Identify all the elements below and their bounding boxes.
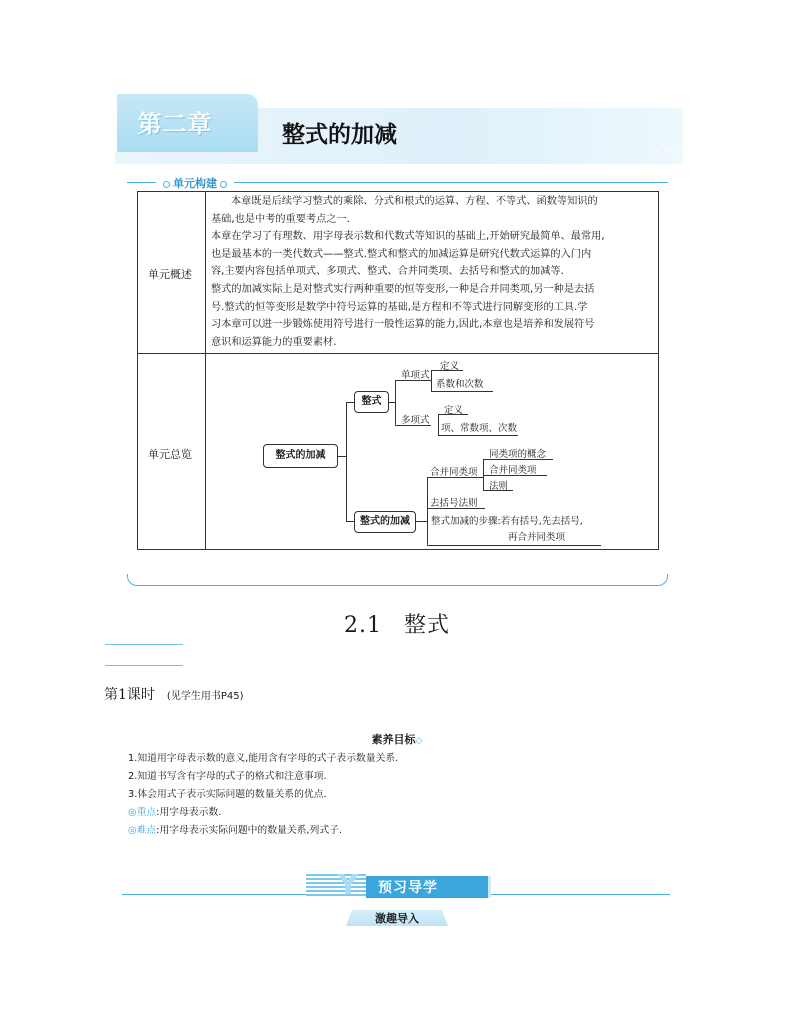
preview-title: 预习导学 — [378, 880, 438, 896]
key-point — [128, 804, 221, 818]
leaf-rule: 法则 — [489, 481, 509, 492]
row-label-overview-map: 单元总览 — [148, 448, 192, 461]
section-number: 2.1 — [343, 613, 382, 638]
connector-line — [438, 414, 439, 436]
difficult-point-text: :用字母表示实际问题中的数量关系,列式子. — [156, 825, 343, 836]
connector-line — [346, 402, 347, 522]
overview-line: 基础,也是中考的重要考点之一. — [211, 213, 350, 225]
table-row-divider — [137, 353, 659, 354]
circle-bullet-icon — [220, 181, 227, 188]
target-icon: ◎ — [128, 825, 137, 836]
leaf-definition: 定义 — [440, 361, 460, 372]
mindmap-root: 整式的加减 — [263, 444, 338, 468]
branch-steps-line2: 再合并同类项 — [508, 532, 566, 543]
connector-line — [427, 545, 601, 546]
banner-arrows: > > > — [652, 147, 686, 157]
connector-line — [431, 391, 493, 392]
chapter-title: 整式的加减 — [282, 122, 397, 148]
section-title — [0, 608, 794, 639]
difficult-point — [128, 822, 342, 836]
unit-section-bracket — [127, 574, 668, 586]
difficult-point-label: 难点 — [136, 825, 157, 836]
overview-line: 本章在学习了有理数、用字母表示数和代数式等知识的基础上,开始研究最简单、最常用, — [211, 231, 605, 243]
lesson-reference: (见学生用书P45) — [166, 691, 244, 702]
branch-combine-like-terms: 合并同类项 — [430, 467, 478, 478]
overview-line: 号.整式的恒等变形是数学中符号运算的基础,是方程和不等式进行同解变形的工具.学 — [211, 301, 588, 313]
connector-line — [346, 402, 354, 403]
goal-item: 3.体会用式子表示实际问题的数量关系的优点. — [128, 789, 327, 800]
connector-line — [346, 521, 354, 522]
branch-polynomial: 多项式 — [401, 415, 430, 426]
overview-line: 整式的加减实际上是对整式实行两种重要的恒等变形,一种是合并同类项,另一种是去括 — [211, 283, 595, 295]
leaf-combine-like-terms: 合并同类项 — [489, 465, 537, 476]
intro-title: 激趣导入 — [375, 912, 419, 925]
branch-parenthesis-rule: 去括号法则 — [430, 498, 478, 509]
branch-monomial: 单项式 — [401, 370, 430, 381]
mindmap-node-addition: 整式的加减 — [354, 511, 416, 533]
connector-line — [416, 521, 427, 522]
target-icon: ◎ — [128, 807, 137, 818]
connector-line — [395, 380, 396, 425]
decorative-line — [105, 665, 183, 666]
mindmap-node-polynomial-form: 整式 — [354, 391, 389, 413]
goal-item: 2.知道书写含有字母的式子的格式和注意事项. — [128, 771, 327, 782]
unit-section-header — [156, 175, 234, 191]
overview-line: 也是最基本的一类代数式——整式.整式和整式的加减运算是研究代数式运算的入门内 — [211, 248, 592, 260]
decorative-line — [105, 644, 183, 645]
overview-paragraph — [211, 193, 655, 351]
goals-title: 素养目标 — [371, 733, 416, 746]
overview-line: 习本章可以进一步锻炼使用符号进行一般性运算的能力,因此,本章也是培养和发展符号 — [211, 319, 595, 331]
connector-line — [438, 435, 518, 436]
preview-letter: Y — [338, 868, 359, 901]
connector-line — [338, 456, 346, 457]
leaf-like-terms-concept: 同类项的概念 — [489, 449, 547, 460]
lesson-title: 第1课时 — [104, 687, 155, 703]
key-point-text: :用字母表示数. — [156, 807, 222, 818]
leaf-terms: 项、常数项、次数 — [441, 423, 518, 434]
goal-item: 1.知道用字母表示数的意义,能用含有字母的式子表示数量关系. — [128, 753, 399, 764]
section-name: 整式 — [403, 613, 450, 638]
lesson-heading — [104, 684, 243, 704]
chapter-number: 第二章 — [137, 110, 213, 138]
circle-bullet-icon — [163, 181, 170, 188]
goals-heading — [0, 731, 794, 747]
preview-banner-edge — [488, 876, 491, 898]
key-point-label: 重点 — [136, 807, 157, 818]
connector-line — [427, 477, 428, 545]
leaf-coefficient-degree: 系数和次数 — [436, 379, 484, 390]
unit-section-label: 单元构建 — [173, 177, 217, 190]
overview-line: 容,主要内容包括单项式、多项式、整式、合并同类项、去括号和整式的加减等. — [211, 266, 564, 278]
overview-line: 意识和运算能力的重要素材. — [211, 336, 337, 348]
connector-line — [431, 370, 432, 392]
overview-line: 本章既是后续学习整式的乘除、分式和根式的运算、方程、不等式、函数等知识的 — [231, 196, 598, 207]
row-label-overview: 单元概述 — [148, 268, 192, 281]
diamond-icon: ◇ — [415, 736, 423, 746]
branch-steps-line1: 整式加减的步骤:若有括号,先去括号, — [431, 516, 583, 527]
leaf-definition: 定义 — [444, 405, 464, 416]
table-column-divider — [205, 191, 206, 550]
